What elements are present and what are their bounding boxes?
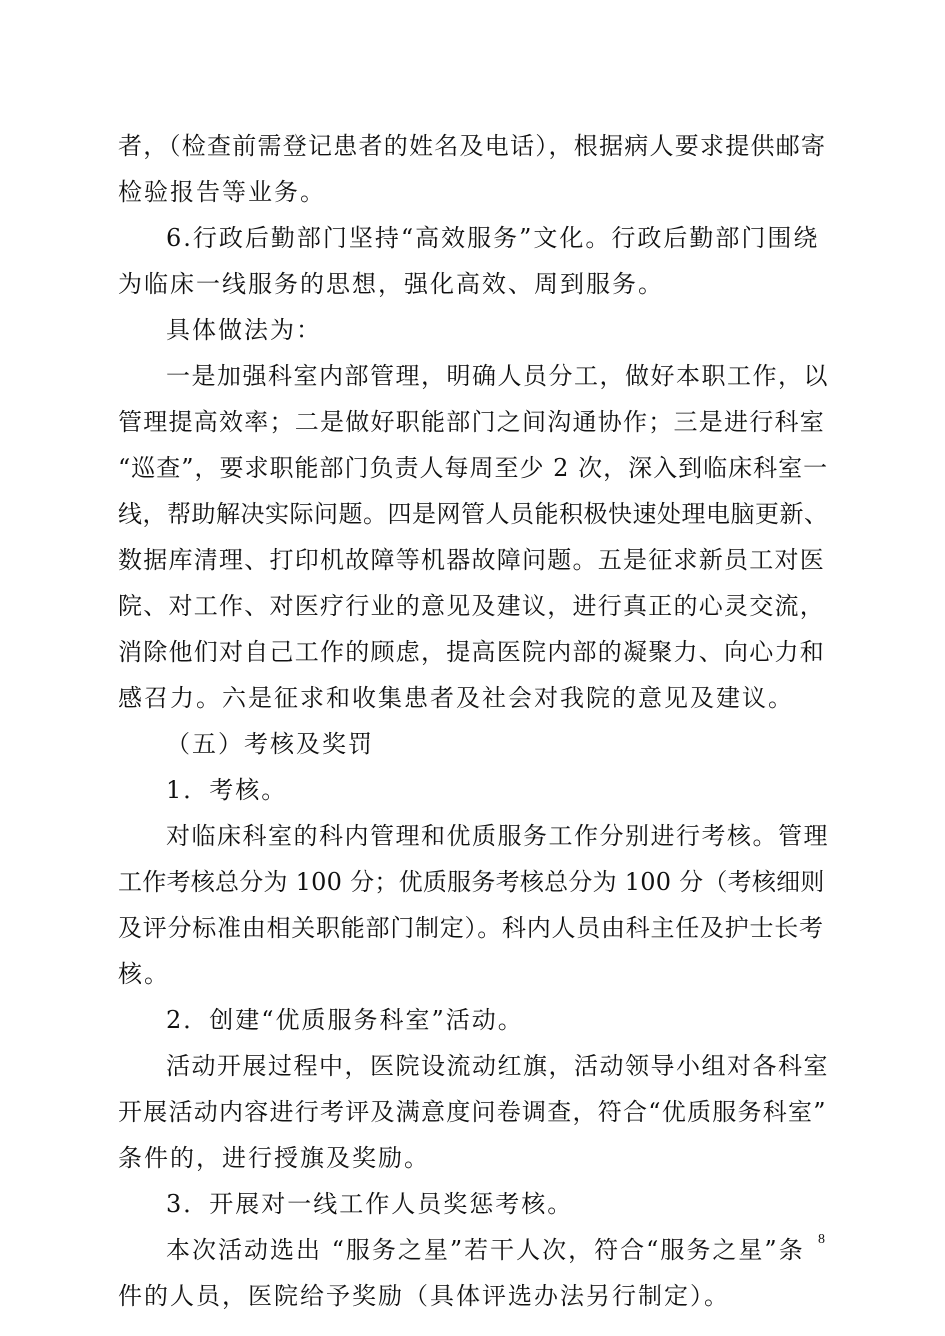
body-text-line: 感召力。六是征求和收集患者及社会对我院的意见及建议。 xyxy=(118,684,794,712)
body-text-line: 本次活动选出 “服务之星”若干人次，符合“服务之星”条 xyxy=(166,1236,805,1264)
body-text-line: 核。 xyxy=(118,960,170,988)
body-text-line: 检验报告等业务。 xyxy=(118,178,326,206)
body-text-line: “巡查”，要求职能部门负责人每周至少 2 次，深入到临床科室一 xyxy=(118,454,829,482)
body-text-line: 件的人员，医院给予奖励（具体评选办法另行制定）。 xyxy=(118,1282,730,1310)
subsection-heading: 3．开展对一线工作人员奖惩考核。 xyxy=(166,1190,574,1218)
body-text-line: 者，（检查前需登记患者的姓名及电话），根据病人要求提供邮寄 xyxy=(118,132,827,160)
body-text-line: 消除他们对自己工作的顾虑，提高医院内部的凝聚力、向心力和 xyxy=(118,638,825,666)
page-number: 8 xyxy=(818,1232,825,1247)
body-text-line: 及评分标准由相关职能部门制定）。科内人员由科主任及护士长考 xyxy=(118,914,824,942)
body-text-line: 对临床科室的科内管理和优质服务工作分别进行考核。管理 xyxy=(166,822,829,850)
body-text-line: 具体做法为： xyxy=(166,316,322,344)
body-text-line: 管理提高效率；二是做好职能部门之间沟通协作；三是进行科室 xyxy=(118,408,825,436)
subsection-heading: 1．考核。 xyxy=(166,776,288,804)
body-text-line: 活动开展过程中，医院设流动红旗，活动领导小组对各科室 xyxy=(166,1052,829,1080)
section-heading: （五）考核及奖罚 xyxy=(166,730,374,758)
body-text-line: 条件的，进行授旗及奖励。 xyxy=(118,1144,430,1172)
body-text-line: 一是加强科室内部管理，明确人员分工，做好本职工作，以 xyxy=(166,362,829,390)
body-text-line: 为临床一线服务的思想，强化高效、周到服务。 xyxy=(118,270,664,298)
body-text-line: 开展活动内容进行考评及满意度问卷调查，符合“优质服务科室” xyxy=(118,1098,827,1126)
body-text-line: 数据库清理、打印机故障等机器故障问题。五是征求新员工对医 xyxy=(118,546,825,574)
body-text-line: 院、对工作、对医疗行业的意见及建议，进行真正的心灵交流， xyxy=(118,592,825,620)
body-text-line: 6.行政后勤部门坚持“高效服务”文化。行政后勤部门围绕 xyxy=(166,224,820,252)
subsection-heading: 2．创建“优质服务科室”活动。 xyxy=(166,1006,524,1034)
body-text-line: 工作考核总分为 100 分；优质服务考核总分为 100 分（考核细则 xyxy=(118,868,825,896)
body-text-line: 线，帮助解决实际问题。四是网管人员能积极快速处理电脑更新、 xyxy=(118,500,829,528)
